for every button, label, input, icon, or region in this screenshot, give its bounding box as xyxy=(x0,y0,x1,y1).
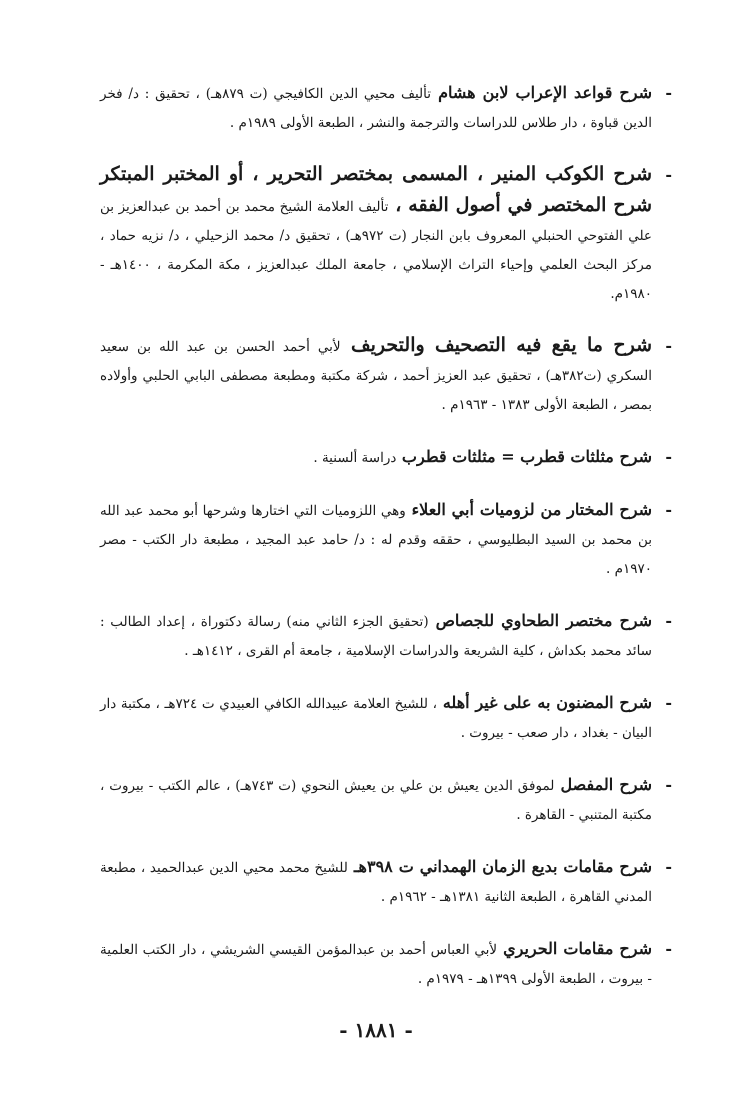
entry-dash: - xyxy=(665,447,672,466)
entry-dash: - xyxy=(665,83,672,102)
bibliography-entry xyxy=(100,442,672,473)
bibliography-entry xyxy=(100,78,672,138)
entry-dash: - xyxy=(665,165,672,184)
entry-dash: - xyxy=(665,500,672,519)
bibliography-entry xyxy=(100,852,672,912)
bibliography-entry xyxy=(100,160,672,309)
entry-title: شرح الكوكب المنير ، المسمى بمختصر التحرير ، أو المختبر المبتكر شرح المختصر في أصول الفقه ، xyxy=(100,163,652,216)
entry-dash: - xyxy=(665,939,672,958)
bibliography-entry xyxy=(100,331,672,420)
entry-title: شرح مقامات بديع الزمان الهمداني ت ٣٩٨هـ xyxy=(347,857,652,876)
bibliography-entry xyxy=(100,688,672,748)
entry-dash: - xyxy=(665,775,672,794)
bibliography-entry xyxy=(100,495,672,584)
entry-title: شرح مختصر الطحاوي للجصاص xyxy=(428,611,653,630)
entry-title: شرح مقامات الحريري xyxy=(497,939,652,958)
page-number: - ١٨٨١ - xyxy=(339,1018,413,1042)
entry-dash: - xyxy=(665,693,672,712)
bibliography-entry xyxy=(100,606,672,666)
entry-details: لأبي أحمد الحسن بن عبد الله بن سعيد السكري (ت٣٨٢هـ) ، تحقيق عبد العزيز أحمد ، شركة مكتبة ومطبعة مصطفى البابي الحلبي وأولاده بمصر ، الطبعة الأولى ١٣٨٣ - ١٩٦٣م . xyxy=(100,339,652,413)
entry-dash: - xyxy=(665,611,672,630)
entry-title: شرح المفصل xyxy=(554,775,652,794)
entry-details: دراسة ألسنية . xyxy=(313,450,397,466)
entry-details: تأليف محيي الدين الكافيجي (ت ٨٧٩هـ) ، تحقيق : د/ فخر الدين قباوة ، دار طلاس للدراسات والترجمة والنشر ، الطبعة الأولى ١٩٨٩م . xyxy=(100,86,652,131)
entry-details: للشيخ محمد محيي الدين عبدالحميد ، مطبعة المدني القاهرة ، الطبعة الثانية ١٣٨١هـ - ١٩٦٢م . xyxy=(100,860,652,905)
entry-details: لأبي العباس أحمد بن عبدالمؤمن القيسي الشريشي ، دار الكتب العلمية - بيروت ، الطبعة الأولى ١٣٩٩هـ - ١٩٧٩م . xyxy=(100,942,652,987)
entry-details: ، للشيخ العلامة عبيدالله الكافي العبيدي ت ٧٢٤هـ ، مكتبة دار البيان - بغداد ، دار صعب - بيروت . xyxy=(100,696,652,741)
entry-title: شرح المضنون به على غير أهله xyxy=(436,693,652,712)
entry-details: وهي اللزوميات التي اختارها وشرحها أبو محمد عبد الله بن محمد بن السيد البطليوسي ، حققه وقدم له : د/ حامد عبد المجيد ، مطبعة دار الكتب - مصر ١٩٧٠م . xyxy=(100,503,652,577)
entry-dash: - xyxy=(665,336,672,355)
entry-details: (تحقيق الجزء الثاني منه) رسالة دكتوراة ، إعداد الطالب : سائد محمد بكداش ، كلية الشريعة والدراسات الإسلامية ، جامعة أم القرى ، ١٤١٢هـ . xyxy=(100,614,652,659)
entry-title: شرح قواعد الإعراب لابن هشام xyxy=(431,83,652,102)
bibliography-entry xyxy=(100,770,672,830)
entry-details: تأليف العلامة الشيخ محمد بن أحمد بن عبدالعزيز بن علي الفتوحي الحنبلي المعروف بابن النجار (ت ٩٧٢هـ) ، تحقيق د/ محمد الزحيلي ، د/ نزيه حماد ، مركز البحث العلمي وإحياء التراث الإسلامي ، جامعة الملك عبدالعزيز ، مكة المكرمة ، ١٤٠٠هـ - ١٩٨٠م. xyxy=(100,199,652,302)
entry-details: لموفق الدين يعيش بن علي بن يعيش النحوي (ت ٧٤٣هـ) ، عالم الكتب - بيروت ، مكتبة المتنبي - القاهرة . xyxy=(100,778,652,823)
entry-title: شرح مثلثات قطرب = مثلثات قطرب xyxy=(396,447,652,466)
entry-dash: - xyxy=(665,857,672,876)
entry-title: شرح ما يقع فيه التصحيف والتحريف xyxy=(340,334,652,356)
bibliography-list xyxy=(100,78,672,1016)
entry-title: شرح المختار من لزوميات أبي العلاء xyxy=(405,500,652,519)
bibliography-entry xyxy=(100,934,672,994)
